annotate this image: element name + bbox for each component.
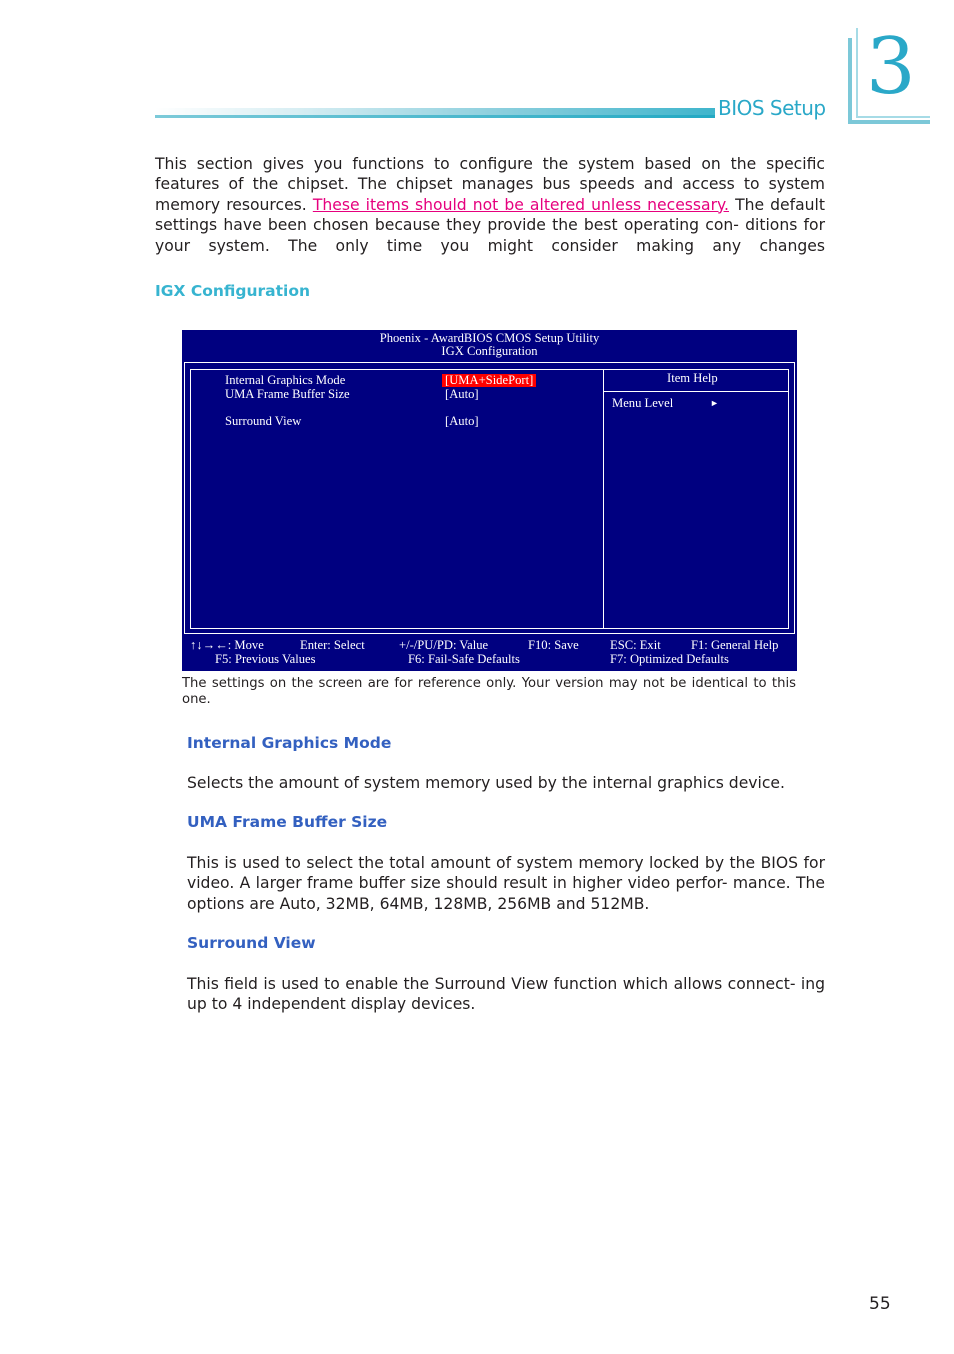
bios-footer-exit: ESC: Exit <box>610 638 661 652</box>
bios-footer-save: F10: Save <box>528 638 579 652</box>
bios-item-value-internal-graphics-mode[interactable]: [UMA+SidePort] <box>442 374 536 387</box>
screenshot-caption: The settings on the screen are for reference only. Your version may not be identical to this one. <box>182 676 796 707</box>
bios-menu-level: Menu Level <box>612 396 674 410</box>
intro-warning: These items should not be altered unless necessary. <box>312 195 729 214</box>
bios-footer-select: Enter: Select <box>300 638 365 652</box>
bios-title-line1: Phoenix - AwardBIOS CMOS Setup Utility <box>379 331 600 345</box>
chapter-number: 3 <box>866 22 916 112</box>
page-number: 55 <box>869 1294 891 1314</box>
setting-text-internal-graphics-mode: Selects the amount of system memory used by the internal graphics device. <box>187 774 785 792</box>
bios-screen <box>182 330 797 671</box>
bios-footer-previous-values: F5: Previous Values <box>215 652 316 666</box>
bios-item-value-uma-frame-buffer-size[interactable]: [Auto] <box>445 387 479 401</box>
bios-footer-move: ↑↓→←: Move <box>190 638 264 652</box>
bios-title-line2: IGX Configuration <box>441 344 538 358</box>
setting-title-internal-graphics-mode: Internal Graphics Mode <box>187 734 392 752</box>
bios-help-divider <box>604 391 788 392</box>
setting-title-surround-view: Surround View <box>187 934 316 952</box>
header-title: BIOS Setup <box>718 96 826 120</box>
bios-footer-general-help: F1: General Help <box>691 638 779 652</box>
bios-item-label-internal-graphics-mode[interactable]: Internal Graphics Mode <box>225 373 346 387</box>
section-title: IGX Configuration <box>155 282 311 300</box>
bios-inner-frame <box>190 369 789 629</box>
setting-title-uma-frame-buffer-size: UMA Frame Buffer Size <box>187 813 388 831</box>
intro-text-before: This section gives you functions to configure the system based on the specific features of the chipset. The chipset manages bus speeds and access to system memory resources. <box>155 155 825 214</box>
bios-header <box>182 332 797 358</box>
intro-paragraph <box>155 154 825 256</box>
header-rule <box>155 115 715 118</box>
setting-text-surround-view: This field is used to enable the Surround View function which allows connect- ing up to 4 independent display devices. <box>187 975 825 1014</box>
bios-footer-optimized: F7: Optimized Defaults <box>610 652 729 666</box>
bios-footer-value: +/-/PU/PD: Value <box>399 638 489 652</box>
bios-item-label-uma-frame-buffer-size[interactable]: UMA Frame Buffer Size <box>225 387 350 401</box>
bios-footer-fail-safe: F6: Fail-Safe Defaults <box>408 652 520 666</box>
setting-text-uma-frame-buffer-size: This is used to select the total amount of system memory locked by the BIOS for video. A larger frame buffer size should result in higher video perfor- mance. The options are Auto, 32MB, 64MB, 128MB, 256MB and 512MB. <box>187 854 825 913</box>
bios-item-label-surround-view[interactable]: Surround View <box>225 414 302 428</box>
menu-level-arrow-icon: ► <box>710 398 719 408</box>
bios-panel-divider <box>603 369 604 628</box>
bios-item-help-title: Item Help <box>667 371 718 385</box>
intro-text-after: The default settings have been chosen because they provide the best operating con- ditions for your system. The only time you might consider making any changes <box>155 195 825 255</box>
bios-item-value-surround-view[interactable]: [Auto] <box>445 414 479 428</box>
